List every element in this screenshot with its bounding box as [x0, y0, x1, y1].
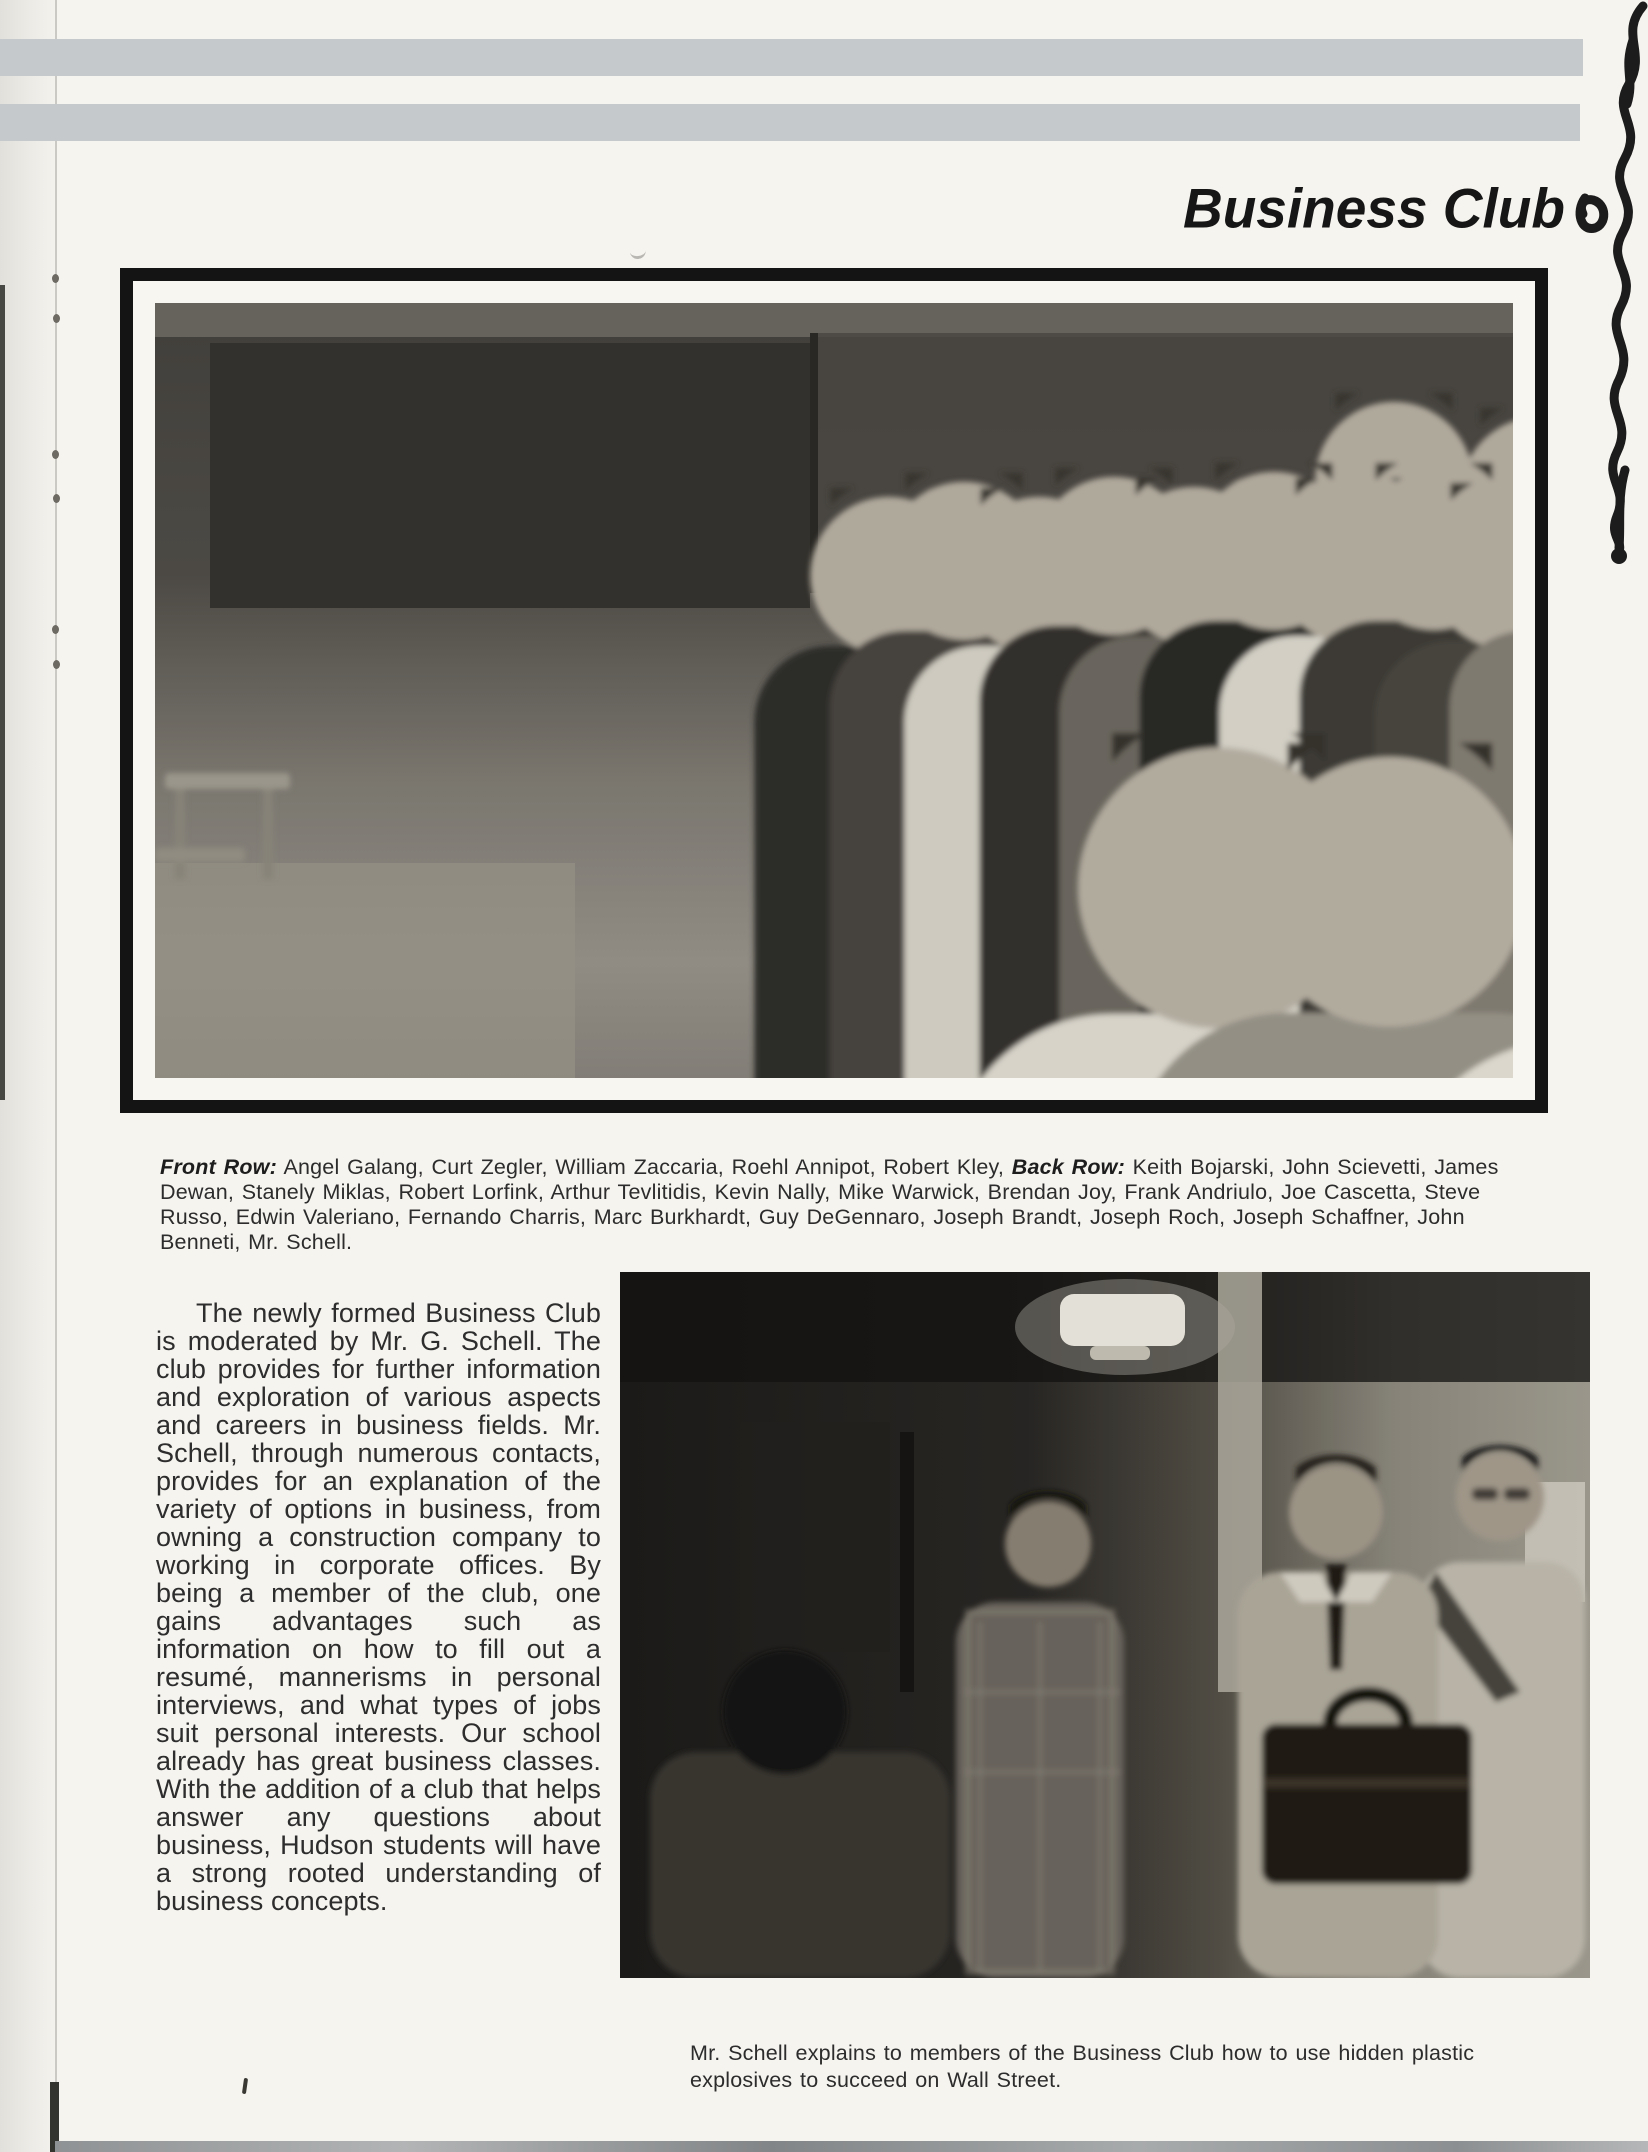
binding-mark [52, 625, 59, 634]
margin-handwriting-script [1573, 0, 1648, 580]
binding-mark [53, 660, 60, 669]
back-row-names: Keith Bojarski, John Scievetti, James Dewan, Stanely Miklas, Robert Lorfink, Arthur Tevlitidis, Kevin Nally, Mike Warwick, Brendan Joy, Frank Andriulo, Joe Cascetta, Steve Russo, Edwin Valeriano, Fernando Charris, Marc Burkhardt, Guy DeGennaro, Joseph Brandt, Joseph Roch, Joseph Schaffner, John Benneti, Mr. Schell. [160, 1154, 1499, 1254]
schell-photo [620, 1272, 1590, 1978]
header-stripe-top [0, 39, 1583, 76]
scan-edge-artifact [0, 285, 5, 1100]
binding-mark [53, 494, 60, 503]
handwriting-flourish-svg [1573, 0, 1648, 580]
binding-mark [52, 274, 59, 283]
binding-mark [53, 314, 60, 323]
group-photo-illustration [155, 303, 1513, 1078]
page-title: Business Club [1182, 176, 1565, 240]
header-stripe-bottom [0, 104, 1580, 141]
bottom-page-edge [55, 2141, 1648, 2152]
group-photo-frame [120, 268, 1548, 1113]
article-body: The newly formed Business Club is moderated by Mr. G. Schell. The club provides for further information and exploration of various aspects and careers in business fields. Mr. Schell, through numerous contacts, provides for an explanation of the variety of options in business, from owning a construction company to working in corporate offices. By being a member of the club, one gains advantages such as information on how to fill out a resumé, mannerisms in personal interviews, and what types of jobs suit personal interests. Our school already has great business classes. With the addition of a club that helps answer any questions about business, Hudson students will have a strong rooted understanding of business concepts. [156, 1298, 601, 1916]
page-gutter [0, 0, 56, 2152]
front-row-label: Front Row: [160, 1154, 277, 1179]
schell-photo-illustration [620, 1272, 1590, 1978]
group-photo-caption [160, 1155, 1552, 1255]
schell-photo-caption: Mr. Schell explains to members of the Business Club how to use hidden plastic explosives to succeed on Wall Street. [690, 2040, 1475, 2092]
stray-pencil-mark [629, 247, 646, 260]
group-photo [155, 303, 1513, 1078]
back-row-label: Back Row: [1011, 1154, 1125, 1179]
ink-speck [242, 2078, 248, 2094]
binding-mark [52, 450, 59, 459]
front-row-names: Angel Galang, Curt Zegler, William Zaccaria, Roehl Annipot, Robert Kley, [276, 1154, 1012, 1179]
